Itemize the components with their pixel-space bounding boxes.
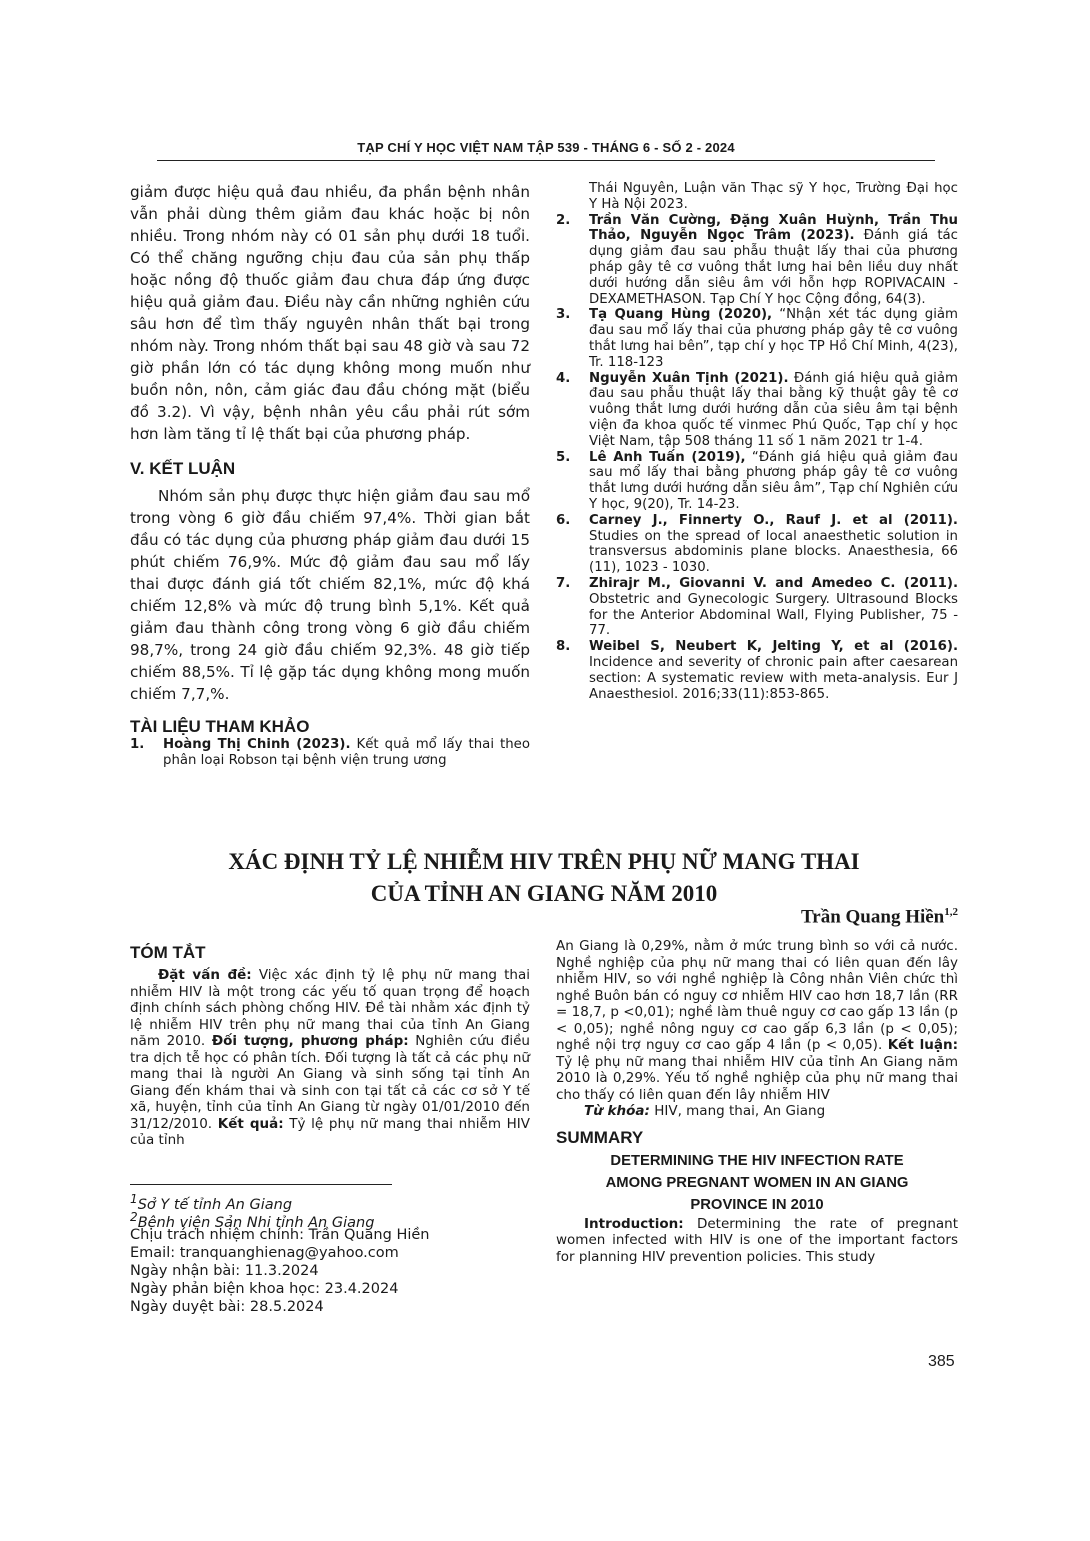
footnote-text-1: Sở Y tế tỉnh An Giang bbox=[137, 1196, 293, 1213]
footnote-rule bbox=[130, 1184, 392, 1185]
reference-item bbox=[130, 737, 530, 769]
discussion-paragraph: giảm được hiệu quả đau nhiều, đa phần bệnh nhân vẫn phải dùng thêm giảm đau khác hoặc bị nôn nhiều. Trong nhóm này có 01 sản phụ dưới 18 tuổi. Có thể chăng ngưỡng chịu đau của sản phụ thấp hoặc nồng độ thuốc giảm đau chưa đáp ứng được hiệu quả giảm đau. Điều này cần những nghiên cứu sâu hơn để tìm thấy nguyên nhân thất bại trong nhóm này. Trong nhóm thất bại sau 48 giờ và sau 72 giờ phần lớn có tác dụng không mong muốn như buồn nôn, nôn, cảm giác đau đầu chóng mặt (biểu đồ 3.2). Vì vậy, bệnh nhân yêu cầu phải rút sớm hơn làm tăng tỉ lệ thất bại của phương pháp. bbox=[130, 183, 530, 443]
header-rule bbox=[157, 160, 935, 161]
reference-item bbox=[556, 181, 958, 213]
reference-authors: Nguyễn Xuân Tịnh (2021). bbox=[589, 370, 789, 386]
keywords-label: Từ khóa: bbox=[584, 1103, 650, 1119]
reference-item bbox=[556, 450, 958, 513]
reference-text: Obstetric and Gynecologic Surgery. Ultrasound Blocks for the Anterior Abdominal Wall, Flying Publisher, 75 - 77. bbox=[589, 591, 958, 639]
abstract-conclusion: Tỷ lệ phụ nữ mang thai nhiễm HIV của tỉnh An Giang năm 2010 là 0,29%. Yếu tố nghề nghiệp của phụ nữ mang thai cho thấy có liên quan đến lây nhiễm HIV bbox=[556, 1053, 958, 1103]
reference-authors: Tạ Quang Hùng (2020), bbox=[589, 307, 773, 323]
abstract-text bbox=[130, 967, 530, 1149]
footnote-email: Email: tranquanghienag@yahoo.com bbox=[130, 1245, 399, 1261]
reference-item bbox=[556, 513, 958, 576]
reference-number: 1. bbox=[130, 737, 145, 752]
abstract-column bbox=[130, 943, 530, 1149]
footnote-mark-2: 2 bbox=[130, 1210, 138, 1224]
keywords bbox=[556, 1103, 958, 1120]
upper-left-column bbox=[130, 181, 530, 769]
reference-text: Đánh giá tác dụng giảm đau sau phẫu thuật lấy thai của phương pháp gây tê cơ vuông thắt lưng hai bên liều duy nhất dưới hướng dẫn siêu âm với hỗn hợp ROPIVACAIN - DEXAMETHASON. Tạp Chí Y học Cộng đồng, 64(3). bbox=[589, 228, 958, 307]
reference-authors: Weibel S, Neubert K, Jelting Y, et al (2016). bbox=[589, 639, 958, 655]
footnote-mark-1: 1 bbox=[130, 1192, 138, 1206]
reference-authors: Hoàng Thị Chinh (2023). bbox=[163, 737, 351, 752]
abstract-label-results: Kết quả: bbox=[217, 1115, 284, 1132]
summary-heading: SUMMARY bbox=[556, 1127, 644, 1147]
reference-number: 7. bbox=[556, 575, 571, 591]
reference-text: Studies on the spread of local anaesthetic solution in transversus abdominis plane blocks. Anaesthesia, 66 (11), 1023 - 1030. bbox=[589, 528, 958, 576]
summary-label: Introduction: bbox=[584, 1215, 684, 1232]
abstract-label-conclusion: Kết luận: bbox=[887, 1037, 958, 1053]
reference-number: 4. bbox=[556, 370, 571, 386]
reference-authors: Zhirajr M., Giovanni V. and Amedeo C. (2011). bbox=[589, 575, 958, 591]
reference-authors: Lê Anh Tuấn (2019), bbox=[589, 449, 746, 465]
abstract-label-background: Đặt vấn đề: bbox=[158, 967, 252, 983]
summary-title-line-3: PROVINCE IN 2010 bbox=[690, 1196, 824, 1213]
footnote-received: Ngày nhận bài: 11.3.2024 bbox=[130, 1263, 319, 1279]
article-title-line-2: CỦA TỈNH AN GIANG NĂM 2010 bbox=[370, 881, 718, 906]
reference-number: 2. bbox=[556, 212, 571, 228]
references-heading: TÀI LIỆU THAM KHẢO bbox=[130, 717, 310, 736]
abstract-results-end: An Giang là 0,29%, nằm ở mức trung bình so với cả nước. Nghề nghiệp của phụ nữ mang thai có liên quan đến lây nhiễm HIV, so với nghề nghiệp là Công nhân Viên chức thì nghề Buôn bán có nguy cơ nhiễm HIV cao hơn 18,7 lần (RR = 18,7, p <0,01); nghề làm thuê nguy cơ cao gấp 13 lần (p < 0,05); nghề nông nguy cơ cao gấp 6,3 lần (p < 0,05); nghề nội trợ nguy cơ cao gấp 4 lần (p < 0,05). bbox=[556, 938, 958, 1053]
reference-item bbox=[556, 371, 958, 450]
reference-item bbox=[556, 307, 958, 370]
conclusion-heading: V. KẾT LUẬN bbox=[130, 459, 236, 478]
reference-number: 5. bbox=[556, 449, 571, 465]
abstract-methods: Nghiên cứu điều tra dịch tễ học có phân tích. Đối tượng là tất cả các phụ nữ mang thai là người An Giang và sinh sống tại tỉnh An Giang đến khám thai và sinh con tại tất cả các cơ sở Y tế xã, huyện, tỉnh của tỉnh An Giang từ ngày 01/01/2010 đến 31/12/2010. bbox=[130, 1033, 530, 1132]
footnote-affiliation-1 bbox=[130, 1190, 429, 1213]
author-affiliation-marks: 1,2 bbox=[944, 906, 958, 918]
page-number: 385 bbox=[928, 1353, 955, 1370]
article-title-line-1: XÁC ĐỊNH TỶ LỆ NHIỄM HIV TRÊN PHỤ NỮ MANG THAI bbox=[228, 849, 860, 874]
upper-right-column bbox=[556, 181, 958, 702]
reference-text: Incidence and severity of chronic pain after caesarean section: A systematic review with meta-analysis. Eur J Anaesthesiol. 2016;33(11):853-865. bbox=[589, 654, 958, 702]
reference-number: 3. bbox=[556, 307, 571, 323]
reference-item bbox=[556, 576, 958, 639]
abstract-background: Việc xác định tỷ lệ phụ nữ mang thai nhiễm HIV là một trong các yếu tố quan trọng để hoạch định chính sách phòng chống HIV. Đề tài nhằm xác định tỷ lệ nhiễm HIV trên phụ nữ mang thai của tỉnh An Giang năm 2010. bbox=[130, 967, 530, 1049]
reference-text: Kết quả mổ lấy thai theo phân loại Robson tại bệnh viện trung ương bbox=[163, 737, 530, 768]
reference-number: 6. bbox=[556, 512, 571, 528]
reference-text: “Nhận xét tác dụng giảm đau sau mổ lấy thai của phương pháp gây tê cơ vuông thắt lưng hai bên”, tạp chí y học TP Hồ Chí Minh, 4(23), Tr. 118-123 bbox=[589, 307, 958, 370]
reference-text: Đánh giá hiệu quả giảm đau sau phẫu thuật lấy thai bằng kỹ thuật gây tê cơ vuông thắt lưng dưới hướng dẫn của siêu âm tại bệnh viện đa khoa quốc tế vinmec Phú Quốc, Tạp chí y học Việt Nam, tập 508 tháng 11 số 1 năm 2021 tr 1-4. bbox=[589, 370, 958, 449]
footnote-accepted: Ngày duyệt bài: 28.5.2024 bbox=[130, 1299, 324, 1315]
footnote-affiliation-2 bbox=[130, 1208, 429, 1231]
summary-title-line-2: AMONG PREGNANT WOMEN IN AN GIANG bbox=[605, 1174, 909, 1191]
footnote-reviewed: Ngày phản biện khoa học: 23.4.2024 bbox=[130, 1281, 399, 1297]
abstract-heading: TÓM TẮT bbox=[130, 943, 206, 962]
footnotes bbox=[130, 1190, 429, 1316]
abstract-results-start: Tỷ lệ phụ nữ mang thai nhiễm HIV của tỉnh bbox=[130, 1115, 530, 1148]
author-name bbox=[801, 906, 958, 928]
summary-body: Determining the rate of pregnant women infected with HIV is one of the important factors for planning HIV prevention policies. This study bbox=[556, 1215, 958, 1265]
reference-text: “Đánh giá hiệu quả giảm đau sau mổ lấy thai bằng phương pháp gây tê cơ vuông thắt lưng dưới hướng dẫn siêu âm”, Tạp chí Nghiên cứu Y học, 9(20), Tr. 14-23. bbox=[589, 449, 958, 512]
abstract-label-methods: Đối tượng, phương pháp: bbox=[211, 1033, 409, 1049]
footnote-text-2: Bệnh viện Sản Nhi tỉnh An Giang bbox=[137, 1214, 375, 1231]
reference-authors: Carney J., Finnerty O., Rauf J. et al (2011). bbox=[589, 512, 958, 528]
abstract-continued-column bbox=[556, 938, 958, 1265]
keywords-text: HIV, mang thai, An Giang bbox=[649, 1103, 826, 1119]
reference-item bbox=[556, 213, 958, 308]
reference-item bbox=[556, 639, 958, 702]
reference-authors: Trần Văn Cường, Đặng Xuân Huỳnh, Trần Thu Thảo, Nguyễn Ngọc Trâm (2023). bbox=[589, 212, 958, 244]
reference-text: Thái Nguyên, Luận văn Thạc sỹ Y học, Trường Đại học Y Hà Nội 2023. bbox=[589, 181, 958, 212]
abstract-continued bbox=[556, 938, 958, 1103]
footnote-responsible: Chịu trách nhiệm chính: Trần Quang Hiền bbox=[130, 1227, 430, 1243]
reference-number: 8. bbox=[556, 639, 571, 655]
reference-number bbox=[556, 181, 589, 213]
author-text: Trần Quang Hiền bbox=[801, 906, 945, 928]
summary-title-line-1: DETERMINING THE HIV INFECTION RATE bbox=[610, 1152, 904, 1169]
conclusion-text: Nhóm sản phụ được thực hiện giảm đau sau mổ trong vòng 6 giờ đầu chiếm 97,4%. Thời gian bắt đầu có tác dụng của phương pháp giảm đau dưới 15 phút chiếm 76,9%. Mức độ giảm đau sau mổ lấy thai được đánh giá tốt chiếm 82,1%, mức độ khá chiếm 12,8% và mức độ trung bình 5,1%. Kết quả giảm đau thành công trong vòng 6 giờ đầu chiếm 98,7%, trong 24 giờ đầu chiếm 92,3%. 48 giờ tiếp chiếm 88,5%. Tỉ lệ gặp tác dụng không mong muốn chiếm 7,7,%. bbox=[130, 487, 530, 703]
summary-text bbox=[556, 1216, 958, 1266]
journal-header: TẠP CHÍ Y HỌC VIỆT NAM TẬP 539 - THÁNG 6 - SỐ 2 - 2024 bbox=[357, 140, 735, 155]
